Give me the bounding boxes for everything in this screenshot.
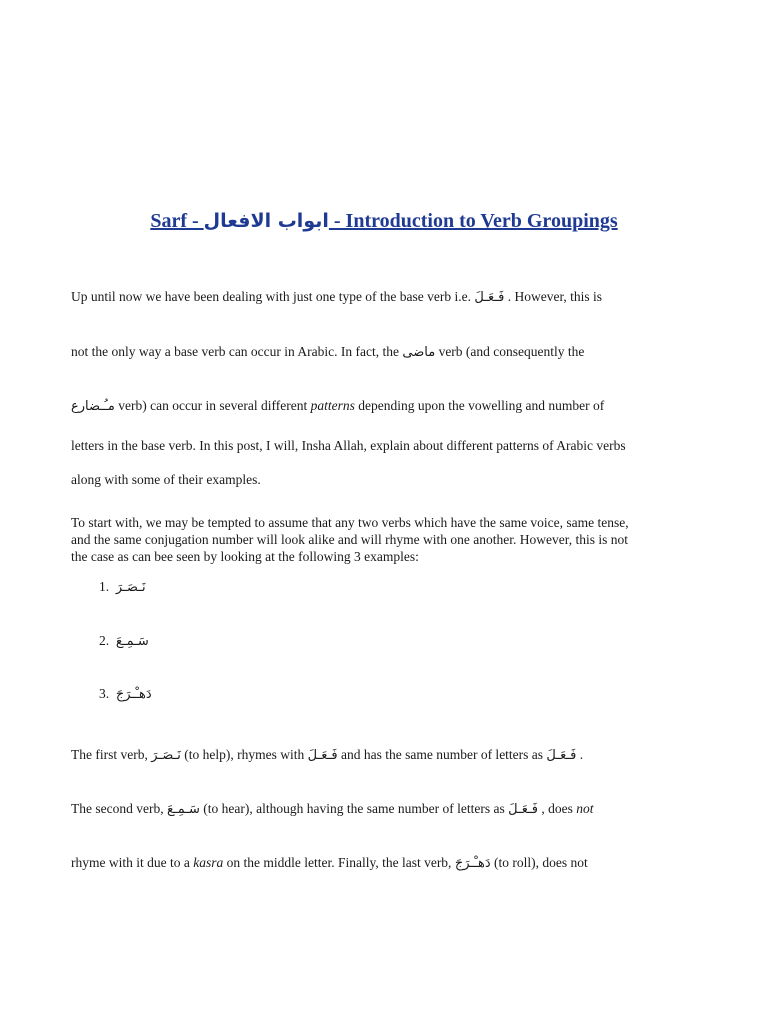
arabic-word: مـُـضارع [71, 399, 115, 414]
text: verb (and consequently the [435, 344, 585, 359]
p4-line-2 [71, 855, 588, 872]
p1-line-4: letters in the base verb. In this post, I will, Insha Allah, explain about different patterns of Arabic verbs [71, 438, 626, 453]
arabic-word: دَهـْـرَجَ [454, 856, 491, 871]
p2-line-3: the case as can bee seen by looking at the following 3 examples: [71, 549, 419, 564]
list-item [99, 579, 146, 596]
list-number: 2. [99, 633, 110, 648]
text: The first verb, [71, 747, 152, 762]
title-arabic: ابواب الافعال [203, 210, 329, 232]
arabic-word: فَـعَـلَ [546, 748, 577, 763]
title-prefix: Sarf - [150, 210, 204, 232]
text: . However, this is [504, 289, 603, 304]
p1-line-1 [71, 289, 602, 306]
p2-line-1: To start with, we may be tempted to assume that any two verbs which have the same voice, same tense, [71, 515, 629, 530]
text: (to hear), although having the same number of letters as [199, 801, 509, 816]
arabic-word: فَـعَـلَ [508, 802, 539, 817]
text: (to roll), does not [490, 855, 588, 870]
arabic-word: دَهـْـرَجَ [115, 687, 152, 702]
arabic-word: سَـمِـعَ [166, 802, 200, 817]
text: verb) can occur in several different [114, 398, 311, 413]
italic-text: kasra [193, 855, 224, 870]
p3-line-1 [71, 747, 583, 764]
p1-line-2 [71, 344, 584, 361]
text: Up until now we have been dealing with just one type of the base verb i.e. [71, 289, 475, 304]
p1-line-3 [71, 398, 604, 415]
italic-text: not [576, 801, 594, 816]
p2-line-2: and the same conjugation number will look alike and will rhyme with one another. However, this is not [71, 532, 628, 547]
arabic-word: سَـمِـعَ [115, 634, 149, 649]
title-suffix: - Introduction to Verb Groupings [328, 210, 618, 232]
list-item [99, 686, 152, 703]
arabic-word: نَـصَـرَ [151, 748, 181, 763]
text: on the middle letter. Finally, the last verb, [223, 855, 455, 870]
arabic-word: فَـعَـلَ [307, 748, 338, 763]
page-title [0, 210, 768, 233]
text: . [576, 747, 584, 762]
text: depending upon the vowelling and number of [354, 398, 605, 413]
p4-line-1 [71, 801, 594, 818]
list-number: 3. [99, 686, 110, 701]
list-item [99, 633, 149, 650]
text: not the only way a base verb can occur in Arabic. In fact, the [71, 344, 403, 359]
text: and has the same number of letters as [337, 747, 547, 762]
text: rhyme with it due to a [71, 855, 194, 870]
italic-text: patterns [310, 398, 355, 413]
arabic-word: فَـعَـلَ [474, 290, 505, 305]
list-number: 1. [99, 579, 110, 594]
arabic-word: ماضى [402, 345, 436, 360]
p1-line-5: along with some of their examples. [71, 472, 261, 487]
text: The second verb, [71, 801, 167, 816]
text: , does [538, 801, 577, 816]
arabic-word: نَـصَـرَ [115, 580, 146, 595]
text: (to help), rhymes with [180, 747, 308, 762]
